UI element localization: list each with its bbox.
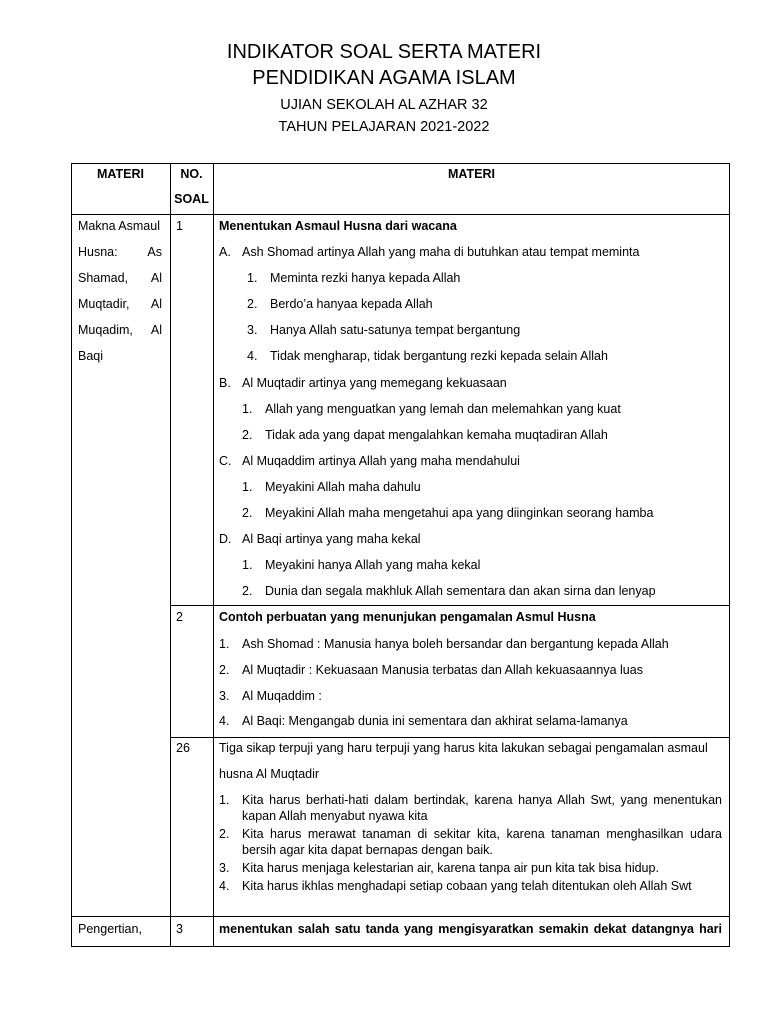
row2-item: Al Baqi: Mengangab dunia ini sementara dan akhirat selama-lamanya [242,714,628,728]
row3-item-number: 3. [219,861,230,875]
row2-item-number: 2. [219,663,230,677]
row1-a-label: A. [219,245,231,259]
col-header-no-line1: NO. [180,167,203,181]
row1-a-item: Berdo’a hanyaa kepada Allah [270,297,433,311]
row3-item-number: 1. [219,793,230,807]
row1-a-item: Meminta rezki hanya kepada Allah [270,271,461,285]
row2-heading: Contoh perbuatan yang menunjukan pengamalan Asmul Husna [219,610,596,624]
row1-topic-word: Muqtadir, [78,297,130,311]
row1-b-item-number: 1. [242,402,253,416]
row3-item-number: 4. [219,879,230,893]
row2-item: Al Muqtadir : Kekuasaan Manusia terbatas dan Allah kekuasaannya luas [242,663,643,677]
document-title-line2: PENDIDIKAN AGAMA ISLAM [252,67,516,89]
row1-question-number: 1 [176,219,183,233]
row1-a-item-number: 1. [247,271,258,285]
row1-a-item-number: 2. [247,297,258,311]
document-subtitle-line1: UJIAN SEKOLAH AL AZHAR 32 [280,97,488,113]
row1-d-text: Al Baqi artinya yang maha kekal [242,532,421,546]
row1-c-item-number: 2. [242,506,253,520]
row1-c-item: Meyakini Allah maha mengetahui apa yang diinginkan seorang hamba [265,506,654,520]
document-title-line1: INDIKATOR SOAL SERTA MATERI [226,41,542,63]
table-divider-col2 [213,163,214,947]
row1-d-item-number: 2. [242,584,253,598]
row1-topic-line2 [78,244,162,260]
row1-topic-line5 [78,322,162,338]
row1-topic-word: Muqadim, [78,323,133,337]
row1-topic-line6: Baqi [78,349,104,363]
row1-topic-line3 [78,270,162,286]
col-header-materi: MATERI [97,167,144,181]
row3-intro-line2: husna Al Muqtadir [219,767,320,781]
row2-item-number: 4. [219,714,230,728]
row1-d-item-number: 1. [242,558,253,572]
row3-bottom-line [71,916,730,917]
row1-a-item: Hanya Allah satu-satunya tempat bergantung [270,323,521,337]
row1-a-text: Ash Shomad artinya Allah yang maha di butuhkan atau tempat meminta [242,245,640,259]
row1-topic-line1: Makna Asmaul [78,219,160,233]
row4-question-number: 3 [176,922,183,936]
row1-topic-line4 [78,296,162,312]
row1-c-text: Al Muqaddim artinya Allah yang maha mendahului [242,454,520,468]
row1-topic-word: Shamad, [78,271,129,285]
row1-b-item: Tidak ada yang dapat mengalahkan kemaha muqtadiran Allah [265,428,608,442]
row1-a-item: Tidak mengharap, tidak bergantung rezki kepada selain Allah [270,349,608,363]
row1-d-label: D. [219,532,232,546]
row1-bottom-line [170,605,730,606]
row1-b-text: Al Muqtadir artinya yang memegang kekuasaan [242,376,507,390]
row1-topic-word: Husna: [78,245,118,259]
row1-heading: Menentukan Asmaul Husna dari wacana [219,219,457,233]
col-header-no-line2: SOAL [174,192,209,206]
row1-c-label: C. [219,454,232,468]
row1-topic-word: As [147,245,162,259]
row2-item-number: 3. [219,689,230,703]
table-header-bottom-line [71,214,730,215]
table-divider-col1 [170,163,171,947]
row1-c-item: Meyakini Allah maha dahulu [265,480,421,494]
row3-question-number: 26 [176,741,190,755]
document-subtitle-line2: TAHUN PELAJARAN 2021-2022 [278,119,490,135]
row3-item: Kita harus berhati-hati dalam bertindak, karena hanya Allah Swt, yang menentukan kapan Allah menyabut nyawa kita [242,793,722,823]
row4-topic: Pengertian, [78,922,142,936]
row1-topic-word: Al [150,271,162,285]
row3-item: Kita harus menjaga kelestarian air, karena tanpa air pun kita tak bisa hidup. [242,861,659,875]
col-header-materi-detail: MATERI [448,167,495,181]
row2-item: Al Muqaddim : [242,689,322,703]
row1-b-item-number: 2. [242,428,253,442]
row3-item-number: 2. [219,827,230,841]
row1-a-item-number: 4. [247,349,258,363]
row1-topic-word: Al [150,297,162,311]
row3-item: Kita harus merawat tanaman di sekitar kita, karena tanaman menghasilkan udara bersih agar kita dapat bernapas dengan baik. [242,827,722,857]
row4-text: menentukan salah satu tanda yang mengisyaratkan semakin dekat datangnya hari [219,922,722,936]
row3-intro-line1: Tiga sikap terpuji yang haru terpuji yang harus kita lakukan sebagai pengamalan asmaul [219,741,708,755]
row1-b-label: B. [219,376,231,390]
row2-question-number: 2 [176,610,183,624]
row1-topic-word: Al [150,323,162,337]
row3-item: Kita harus ikhlas menghadapi setiap cobaan yang telah ditentukan oleh Allah Swt [242,879,692,893]
row1-b-item: Allah yang menguatkan yang lemah dan melemahkan yang kuat [265,402,621,416]
row1-a-item-number: 3. [247,323,258,337]
row1-c-item-number: 1. [242,480,253,494]
row1-d-item: Dunia dan segala makhluk Allah sementara dan akan sirna dan lenyap [265,584,656,598]
row1-d-item: Meyakini hanya Allah yang maha kekal [265,558,481,572]
row2-bottom-line [170,737,730,738]
row2-item: Ash Shomad : Manusia hanya boleh bersandar dan bergantung kepada Allah [242,637,669,651]
row2-item-number: 1. [219,637,230,651]
